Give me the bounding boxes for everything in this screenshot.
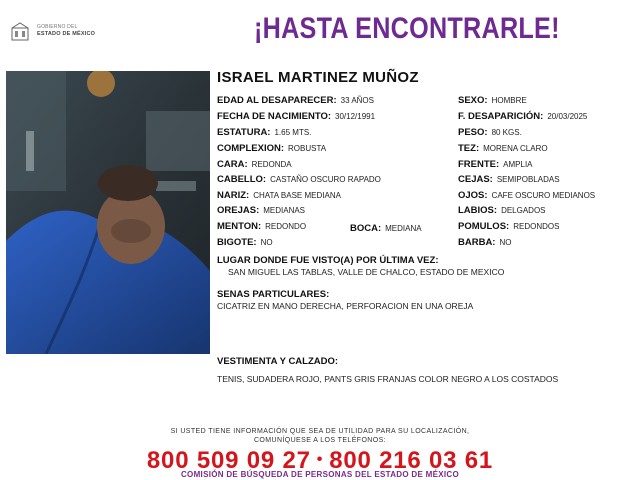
contact-line1: SI USTED TIENE INFORMACIÓN QUE SEA DE UTILIDAD PARA SU LOCALIZACIÓN, bbox=[170, 428, 470, 435]
boca-value: MEDIANA bbox=[385, 224, 422, 233]
labios-label: LABIOS: bbox=[458, 205, 498, 216]
menton-label: MENTON: bbox=[217, 221, 262, 232]
complexion-label: COMPLEXION: bbox=[217, 143, 285, 154]
estatura-value: 1.65 MTS. bbox=[274, 128, 312, 137]
menton-value: REDONDO bbox=[265, 222, 307, 231]
bigote-label: BIGOTE: bbox=[217, 237, 257, 248]
location-title: LUGAR DONDE FUE VISTO(A) POR ÚLTIMA VEZ: bbox=[217, 255, 439, 266]
cabello-label: CABELLO: bbox=[217, 174, 267, 185]
tez-value: MORENA CLARO bbox=[483, 144, 548, 153]
field-fecha-nacimiento bbox=[217, 111, 375, 122]
nariz-label: NARIZ: bbox=[217, 190, 250, 201]
phone-1[interactable]: 800 509 09 27 bbox=[146, 447, 311, 474]
field-boca bbox=[350, 223, 422, 234]
sexo-label: SEXO: bbox=[458, 95, 488, 106]
person-name: ISRAEL MARTINEZ MUÑOZ bbox=[217, 69, 419, 86]
fdes-value: 20/03/2025 bbox=[547, 112, 588, 121]
sexo-value: HOMBRE bbox=[491, 96, 527, 105]
contact-line2: COMUNÍQUESE A LOS TELÉFONOS: bbox=[253, 437, 387, 444]
cara-value: REDONDA bbox=[251, 160, 292, 169]
cejas-value: SEMIPOBLADAS bbox=[496, 175, 560, 184]
field-menton bbox=[217, 221, 306, 232]
marks-title: SENAS PARTICULARES: bbox=[217, 289, 330, 300]
field-sexo bbox=[458, 95, 527, 106]
field-estatura bbox=[217, 127, 311, 138]
field-barba bbox=[458, 237, 511, 248]
field-ojos bbox=[458, 190, 595, 201]
field-edad bbox=[217, 95, 374, 106]
field-cejas bbox=[458, 174, 560, 185]
pomulos-value: REDONDOS bbox=[513, 222, 560, 231]
complexion-value: ROBUSTA bbox=[288, 144, 327, 153]
bigote-value: NO bbox=[260, 238, 273, 247]
edad-value: 33 AÑOS bbox=[340, 96, 374, 105]
ojos-label: OJOS: bbox=[458, 190, 488, 201]
government-name bbox=[37, 24, 95, 38]
headline: ¡HASTA ENCONTRARLE! bbox=[254, 12, 560, 45]
fnac-label: FECHA DE NACIMIENTO: bbox=[217, 111, 331, 122]
ojos-value: CAFE OSCURO MEDIANOS bbox=[491, 191, 596, 200]
frente-label: FRENTE: bbox=[458, 159, 500, 170]
commission-name: COMISIÓN DE BÚSQUEDA DE PERSONAS DEL ESTADO DE MÉXICO bbox=[180, 470, 459, 479]
fdes-label: F. DESAPARICIÓN: bbox=[458, 111, 544, 122]
peso-label: PESO: bbox=[458, 127, 488, 138]
state-emblem-icon bbox=[10, 22, 30, 42]
barba-value: NO bbox=[499, 238, 512, 247]
edad-label: EDAD AL DESAPARECER: bbox=[217, 95, 337, 106]
field-bigote bbox=[217, 237, 273, 248]
marks-text: CICATRIZ EN MANO DERECHA, PERFORACION EN UNA OREJA bbox=[217, 301, 474, 311]
cejas-label: CEJAS: bbox=[458, 174, 493, 185]
tez-label: TEZ: bbox=[458, 143, 480, 154]
labios-value: DELGADOS bbox=[501, 206, 546, 215]
field-orejas bbox=[217, 205, 305, 216]
estatura-label: ESTATURA: bbox=[217, 127, 271, 138]
cara-label: CARA: bbox=[217, 159, 248, 170]
field-pomulos bbox=[458, 221, 559, 232]
clothing-text: TENIS, SUDADERA ROJO, PANTS GRIS FRANJAS COLOR NEGRO A LOS COSTADOS bbox=[217, 374, 559, 384]
location-text: SAN MIGUEL LAS TABLAS, VALLE DE CHALCO, ESTADO DE MEXICO bbox=[228, 267, 505, 277]
orejas-value: MEDIANAS bbox=[263, 206, 306, 215]
boca-label: BOCA: bbox=[350, 223, 382, 234]
gov-line1: GOBIERNO DEL bbox=[37, 24, 78, 30]
phone-separator: • bbox=[316, 451, 324, 468]
field-fecha-desaparicion bbox=[458, 111, 587, 122]
pomulos-label: POMULOS: bbox=[458, 221, 510, 232]
field-tez bbox=[458, 143, 548, 154]
frente-value: AMPLIA bbox=[503, 160, 533, 169]
field-cara bbox=[217, 159, 292, 170]
nariz-value: CHATA BASE MEDIANA bbox=[253, 191, 341, 200]
field-labios bbox=[458, 205, 546, 216]
photo-illustration bbox=[6, 71, 210, 354]
field-peso bbox=[458, 127, 522, 138]
field-frente bbox=[458, 159, 533, 170]
field-nariz bbox=[217, 190, 341, 201]
field-complexion bbox=[217, 143, 326, 154]
missing-person-photo bbox=[6, 71, 210, 354]
clothing-title: VESTIMENTA Y CALZADO: bbox=[217, 356, 339, 367]
fnac-value: 30/12/1991 bbox=[335, 112, 376, 121]
field-cabello bbox=[217, 174, 381, 185]
peso-value: 80 KGS. bbox=[491, 128, 522, 137]
cabello-value: CASTAÑO OSCURO RAPADO bbox=[270, 175, 381, 184]
barba-label: BARBA: bbox=[458, 237, 496, 248]
government-logo bbox=[10, 20, 120, 50]
phone-2[interactable]: 800 216 03 61 bbox=[329, 447, 494, 474]
gov-line2: ESTADO DE MÉXICO bbox=[37, 31, 96, 37]
orejas-label: OREJAS: bbox=[217, 205, 260, 216]
